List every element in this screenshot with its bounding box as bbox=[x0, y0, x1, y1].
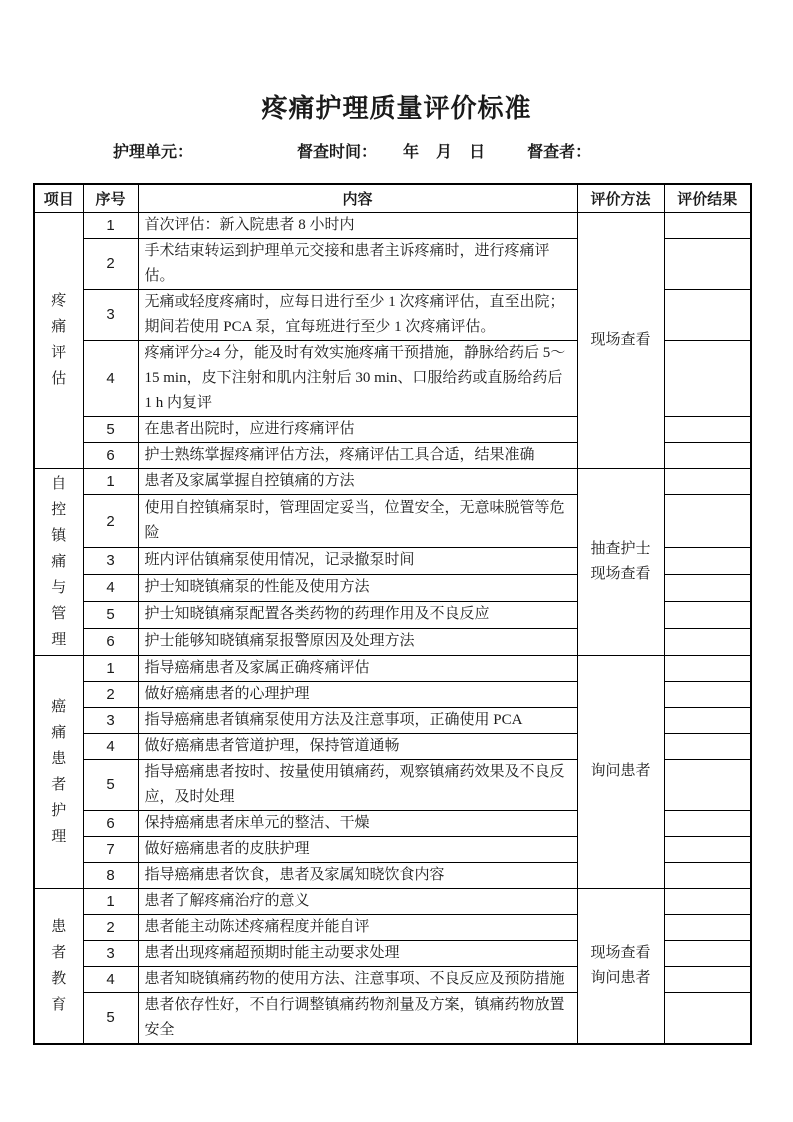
page-title: 疼痛护理质量评价标准 bbox=[261, 94, 532, 123]
row-number: 3 bbox=[83, 940, 138, 966]
row-content: 护士知晓镇痛泵的性能及使用方法 bbox=[138, 574, 577, 601]
method-label: 现场查看 bbox=[590, 565, 651, 582]
row-number: 4 bbox=[83, 340, 138, 416]
row-content: 患者知晓镇痛药物的使用方法、注意事项、不良反应及预防措施 bbox=[138, 966, 577, 992]
year-label: 年 bbox=[403, 144, 420, 161]
day-label: 日 bbox=[469, 144, 486, 161]
result-cell bbox=[664, 548, 751, 575]
row-content: 患者出现疼痛超预期时能主动要求处理 bbox=[138, 940, 577, 966]
row-number: 4 bbox=[83, 574, 138, 601]
row-content: 护士知晓镇痛泵配置各类药物的药理作用及不良反应 bbox=[138, 601, 577, 628]
header-item: 项目 bbox=[34, 184, 83, 212]
result-cell bbox=[664, 966, 751, 992]
result-cell bbox=[664, 940, 751, 966]
row-number: 6 bbox=[83, 442, 138, 468]
row-content: 护士熟练掌握疼痛评估方法，疼痛评估工具合适，结果准确 bbox=[138, 442, 577, 468]
result-cell bbox=[664, 862, 751, 888]
row-number: 1 bbox=[83, 888, 138, 914]
result-cell bbox=[664, 914, 751, 940]
row-content: 指导癌痛患者镇痛泵使用方法及注意事项，正确使用 PCA bbox=[138, 707, 577, 733]
row-content: 患者能主动陈述疼痛程度并能自评 bbox=[138, 914, 577, 940]
row-number: 2 bbox=[83, 914, 138, 940]
category-cell-patient-education bbox=[34, 888, 83, 1044]
result-cell bbox=[664, 495, 751, 548]
row-number: 2 bbox=[83, 495, 138, 548]
row-content: 指导癌痛患者饮食，患者及家属知晓饮食内容 bbox=[138, 862, 577, 888]
result-cell bbox=[664, 888, 751, 914]
category-cell-pca-management bbox=[34, 468, 83, 655]
row-content: 做好癌痛患者的心理护理 bbox=[138, 681, 577, 707]
row-number: 2 bbox=[83, 238, 138, 289]
header-result: 评价结果 bbox=[664, 184, 751, 212]
row-number: 1 bbox=[83, 655, 138, 681]
row-number: 5 bbox=[83, 992, 138, 1044]
row-content: 指导癌痛患者及家属正确疼痛评估 bbox=[138, 655, 577, 681]
form-meta-line bbox=[113, 140, 793, 166]
inspector-label: 督查者： bbox=[527, 144, 592, 161]
method-label: 现场查看 bbox=[590, 331, 651, 348]
row-number: 1 bbox=[83, 212, 138, 238]
row-number: 2 bbox=[83, 681, 138, 707]
result-cell bbox=[664, 836, 751, 862]
result-cell bbox=[664, 212, 751, 238]
result-cell bbox=[664, 468, 751, 495]
inspection-time-label: 督查时间： bbox=[297, 144, 378, 161]
row-content: 手术结束转运到护理单元交接和患者主诉疼痛时，进行疼痛评估。 bbox=[138, 238, 577, 289]
row-content: 患者了解疼痛治疗的意义 bbox=[138, 888, 577, 914]
row-number: 1 bbox=[83, 468, 138, 495]
row-content: 保持癌痛患者床单元的整洁、干燥 bbox=[138, 810, 577, 836]
method-cell bbox=[577, 468, 664, 655]
method-label: 抽查护士 bbox=[590, 540, 651, 557]
row-content: 患者依存性好，不自行调整镇痛药物剂量及方案，镇痛药物放置安全 bbox=[138, 992, 577, 1044]
category-cell-pain-assessment bbox=[34, 212, 83, 468]
row-content: 首次评估：新入院患者 8 小时内 bbox=[138, 212, 577, 238]
method-cell bbox=[577, 212, 664, 468]
row-number: 7 bbox=[83, 836, 138, 862]
row-number: 4 bbox=[83, 966, 138, 992]
result-cell bbox=[664, 628, 751, 655]
result-cell bbox=[664, 759, 751, 810]
row-content: 在患者出院时，应进行疼痛评估 bbox=[138, 416, 577, 442]
table-row bbox=[34, 655, 751, 681]
result-cell bbox=[664, 289, 751, 340]
row-content: 做好癌痛患者管道护理，保持管道通畅 bbox=[138, 733, 577, 759]
result-cell bbox=[664, 238, 751, 289]
method-label: 询问患者 bbox=[590, 763, 651, 779]
row-content: 无痛或轻度疼痛时，应每日进行至少 1 次疼痛评估，直至出院；期间若使用 PCA 泵，宜每班进行至少 1 次疼痛评估。 bbox=[138, 289, 577, 340]
method-cell bbox=[577, 888, 664, 1044]
result-cell bbox=[664, 601, 751, 628]
method-label: 现场查看 bbox=[590, 944, 651, 961]
result-cell bbox=[664, 442, 751, 468]
row-content: 做好癌痛患者的皮肤护理 bbox=[138, 836, 577, 862]
result-cell bbox=[664, 733, 751, 759]
category-label: 患者教育 bbox=[51, 918, 67, 1013]
month-label: 月 bbox=[436, 144, 453, 161]
row-content: 班内评估镇痛泵使用情况，记录撤泵时间 bbox=[138, 548, 577, 575]
evaluation-table bbox=[33, 183, 752, 1045]
row-number: 3 bbox=[83, 707, 138, 733]
method-label: 询问患者 bbox=[590, 969, 651, 986]
category-label: 疼痛评估 bbox=[51, 293, 67, 387]
result-cell bbox=[664, 707, 751, 733]
nursing-unit-label: 护理单元： bbox=[113, 144, 194, 161]
result-cell bbox=[664, 681, 751, 707]
header-content: 内容 bbox=[138, 184, 577, 212]
header-no: 序号 bbox=[83, 184, 138, 212]
header-method: 评价方法 bbox=[577, 184, 664, 212]
result-cell bbox=[664, 810, 751, 836]
row-content: 使用自控镇痛泵时，管理固定妥当，位置安全，无意味脱管等危险 bbox=[138, 495, 577, 548]
result-cell bbox=[664, 340, 751, 416]
row-number: 5 bbox=[83, 416, 138, 442]
category-label: 自控镇痛与管理 bbox=[51, 475, 67, 648]
row-number: 8 bbox=[83, 862, 138, 888]
table-row bbox=[34, 888, 751, 914]
method-cell bbox=[577, 655, 664, 888]
table-header-row bbox=[34, 184, 751, 212]
table-row bbox=[34, 468, 751, 495]
row-number: 6 bbox=[83, 628, 138, 655]
row-number: 6 bbox=[83, 810, 138, 836]
category-label: 癌痛患者护理 bbox=[51, 698, 67, 845]
result-cell bbox=[664, 655, 751, 681]
table-row bbox=[34, 212, 751, 238]
row-content: 指导癌痛患者按时、按量使用镇痛药，观察镇痛药效果及不良反应，及时处理 bbox=[138, 759, 577, 810]
row-number: 3 bbox=[83, 289, 138, 340]
row-content: 护士能够知晓镇痛泵报警原因及处理方法 bbox=[138, 628, 577, 655]
row-number: 4 bbox=[83, 733, 138, 759]
row-number: 5 bbox=[83, 759, 138, 810]
result-cell bbox=[664, 574, 751, 601]
row-number: 5 bbox=[83, 601, 138, 628]
result-cell bbox=[664, 992, 751, 1044]
row-number: 3 bbox=[83, 548, 138, 575]
row-content: 疼痛评分≥4 分，能及时有效实施疼痛干预措施，静脉给药后 5～15 min，皮下注射和肌内注射后 30 min、口服给药或直肠给药后 1 h 内复评 bbox=[138, 340, 577, 416]
row-content: 患者及家属掌握自控镇痛的方法 bbox=[138, 468, 577, 495]
result-cell bbox=[664, 416, 751, 442]
category-cell-cancer-pain-care bbox=[34, 655, 83, 888]
